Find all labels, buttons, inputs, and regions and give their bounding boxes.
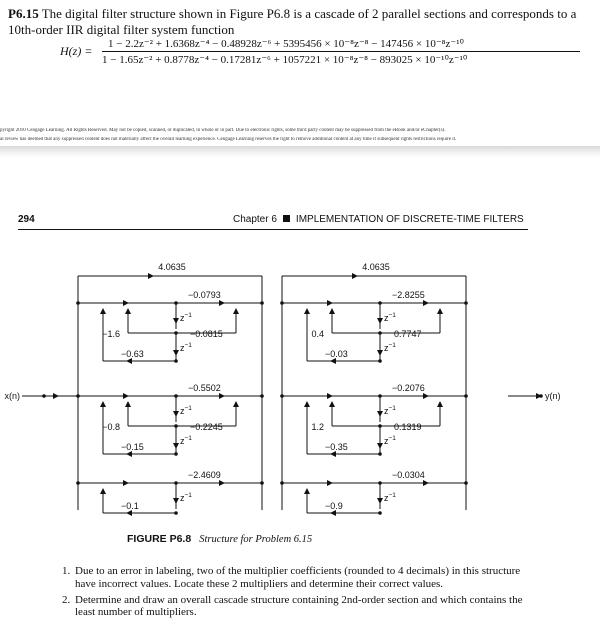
node-dot	[378, 301, 382, 305]
task-list	[62, 565, 532, 622]
node-dot	[260, 481, 264, 485]
coefficient-fwd2: −0.2245	[190, 422, 223, 432]
node-dot	[260, 301, 264, 305]
node-dot	[280, 394, 284, 398]
page-number: 294	[18, 214, 35, 225]
coefficient-fwd2: 0.7747	[394, 329, 422, 339]
task-number: 1.	[62, 565, 71, 577]
chapter-label: Chapter 6	[233, 214, 277, 225]
node-dot	[174, 481, 178, 485]
task-text: Due to an error in labeling, two of the multiplier coefficients (rounded to 4 decimals) in this structure have incorrect values. Locate these 2 multipliers and determine their correct values.	[75, 565, 521, 590]
delay-z-inverse: $z^{-1}$	[180, 405, 192, 416]
fraction-bar	[102, 51, 580, 52]
equation-denominator: 1 − 1.65z⁻² + 0.8778z⁻⁴ − 0.17281z⁻⁶ + 1057221 × 10⁻⁸z⁻⁸ − 893025 × 10⁻¹⁰z⁻¹⁰	[102, 54, 468, 66]
coefficient-fb1: 0.4	[311, 329, 324, 339]
delay-z-inverse: $z^{-1}$	[384, 435, 396, 446]
node-dot	[174, 301, 178, 305]
delay-z-inverse: $z^{-1}$	[180, 312, 192, 323]
delay-z-inverse: $z^{-1}$	[384, 312, 396, 323]
node-dot	[378, 481, 382, 485]
delay-z-inverse: $z^{-1}$	[384, 342, 396, 353]
coefficient-fwd2: 0.1319	[394, 422, 422, 432]
coefficient-fb1: −0.8	[102, 422, 120, 432]
gain-label: 4.0635	[362, 262, 390, 272]
output-label: y(n)	[545, 391, 561, 401]
header-rule	[18, 229, 528, 230]
copyright-line-2: al review has deemed that any suppressed content does not materially affect the overall learning experience. Cengage Learning reserves the right to remove additional content at any time if subsequent rights restrictions require it.	[0, 137, 457, 142]
node-dot	[378, 331, 382, 335]
node-dot	[260, 394, 264, 398]
node-dot	[378, 359, 382, 363]
coefficient-fb2: −0.35	[325, 442, 348, 452]
chapter-title: IMPLEMENTATION OF DISCRETE-TIME FILTERS	[295, 214, 524, 225]
coefficient-fb1: 1.2	[311, 422, 324, 432]
coefficient-fwd1: −0.5502	[188, 383, 221, 393]
task-text: Determine and draw an overall cascade structure containing 2nd-order section and which contains the least number of multipliers.	[75, 593, 523, 619]
coefficient-fb1: −1.6	[102, 329, 120, 339]
delay-z-inverse: $z^{-1}$	[180, 492, 192, 503]
running-head	[233, 214, 524, 225]
copyright-line-1: pyright 2010 Cengage Learning. All Rights Reserved. May not be copied, scanned, or duplicated, in whole or in part. Due to electronic rights, some third party content may be suppressed from the eBook and/or eChapter(s).	[0, 128, 446, 133]
equation-lhs: H(z) =	[60, 44, 93, 58]
node-dot	[378, 452, 382, 456]
coefficient-fwd1: −0.0793	[188, 290, 221, 300]
delay-z-inverse: $z^{-1}$	[384, 492, 396, 503]
delay-z-inverse: $z^{-1}$	[180, 342, 192, 353]
coefficient-fwd1: −0.0304	[392, 470, 425, 480]
node-dot	[464, 481, 468, 485]
square-bullet-icon	[283, 215, 290, 222]
figure-title: Structure for Problem 6.15	[199, 534, 313, 545]
node-dot	[174, 359, 178, 363]
node-dot	[76, 394, 80, 398]
task-number: 2.	[62, 593, 71, 606]
node-dot	[174, 511, 178, 515]
node-dot	[378, 394, 382, 398]
page-break-band	[0, 146, 600, 158]
node-dot	[378, 424, 382, 428]
transfer-function	[60, 36, 600, 70]
node-dot	[174, 331, 178, 335]
coefficient-fwd2: −0.0815	[190, 329, 223, 339]
gain-label: 4.0635	[158, 262, 186, 272]
coefficient-fwd1: −2.8255	[392, 290, 425, 300]
input-label: x(n)	[4, 391, 20, 401]
coefficient-fwd1: −2.4609	[188, 470, 221, 480]
problem-text: The digital filter structure shown in Figure P6.8 is a cascade of 2 parallel sections and corresponds to a 10th-order IIR digital filter system function	[8, 6, 577, 37]
node-dot	[280, 301, 284, 305]
node-dot	[378, 511, 382, 515]
node-dot	[174, 424, 178, 428]
node-dot	[539, 394, 543, 398]
delay-z-inverse: $z^{-1}$	[180, 435, 192, 446]
coefficient-fwd1: −0.2076	[392, 383, 425, 393]
coefficient-fb2: −0.9	[325, 501, 343, 511]
coefficient-fb2: −0.03	[325, 349, 348, 359]
task-item	[62, 594, 532, 620]
node-dot	[174, 452, 178, 456]
node-dot	[464, 394, 468, 398]
node-dot	[464, 301, 468, 305]
coefficient-fb2: −0.63	[121, 349, 144, 359]
problem-statement	[8, 6, 593, 38]
figure-label: FIGURE P6.8	[127, 533, 192, 545]
node-dot	[280, 481, 284, 485]
figure-caption	[127, 533, 312, 545]
problem-number: P6.15	[8, 6, 39, 21]
node-dot	[174, 394, 178, 398]
coefficient-fb2: −0.1	[121, 501, 139, 511]
node-dot	[42, 394, 46, 398]
node-dot	[76, 301, 80, 305]
node-dot	[76, 481, 80, 485]
task-item	[62, 565, 532, 591]
equation-numerator: 1 − 2.2z⁻² + 1.6368z⁻⁴ − 0.48928z⁻⁶ + 5395456 × 10⁻⁸z⁻⁸ − 147456 × 10⁻⁸z⁻¹⁰	[108, 38, 464, 50]
signal-flow-diagram	[0, 255, 600, 530]
coefficient-fb2: −0.15	[121, 442, 144, 452]
delay-z-inverse: $z^{-1}$	[384, 405, 396, 416]
